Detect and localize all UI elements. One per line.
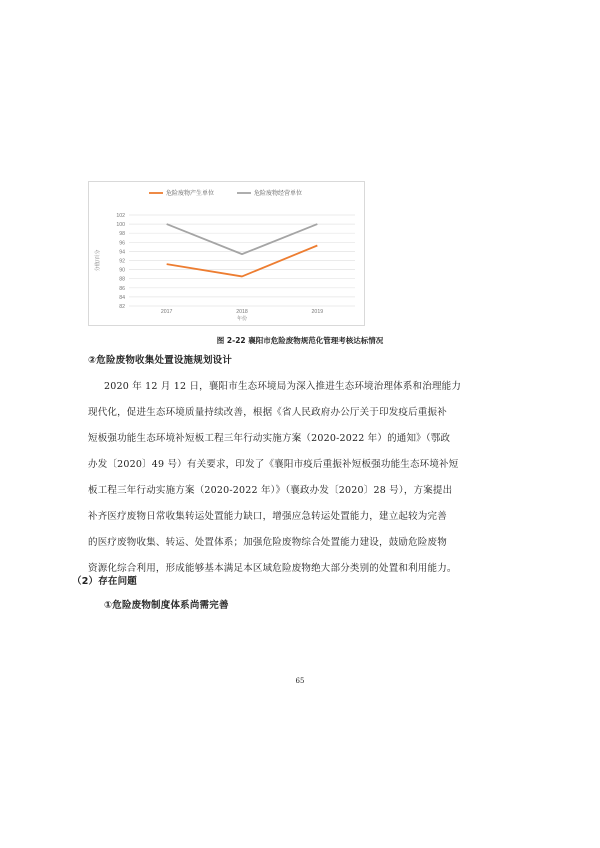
paragraph-line: 2020 年 12 月 12 日，襄阳市生态环境局为深入推进生态环境治理体系和治理能力 (104, 381, 462, 392)
y-tick-label: 84 (119, 294, 125, 301)
paragraph-line: 的医疗废物收集、转运、处置体系；加强危险废物综合处置能力建设，鼓励危险废物 (88, 537, 447, 548)
y-tick-label: 88 (119, 276, 125, 283)
paragraph-line: 办发〔2020〕49 号）有关要求，印发了《襄阳市疫后重振补短板强功能生态环境补短 (88, 459, 459, 470)
x-axis-label: 年份 (236, 316, 248, 322)
series-line (167, 224, 318, 254)
line-chart (89, 182, 364, 325)
paragraph-line: 现代化，促进生态环境质量持续改善，根据《省人民政府办公厅关于印发疫后重振补 (88, 407, 447, 418)
series-line (167, 245, 318, 276)
paragraph-line: 板工程三年行动实施方案（2020-2022 年）》（襄政办发〔2020〕28 号），方案提出 (88, 485, 453, 496)
x-tick-label: 2017 (160, 309, 173, 315)
y-tick-label: 102 (116, 213, 125, 219)
paragraph-line: 补齐医疗废物日常收集转运处置能力缺口，增强应急转运处置能力，建立起较为完善 (88, 511, 447, 522)
page-number: 65 (295, 677, 305, 685)
y-tick-label: 98 (119, 231, 125, 238)
paragraph-line: 短板强功能生态环境补短板工程三年行动实施方案（2020-2022 年）的通知》（鄂政 (88, 433, 451, 444)
figure-caption: 图 2-22 襄阳市危险废物规范化管理考核达标情况 (216, 336, 384, 345)
y-axis-label: 分值/百分 (95, 249, 101, 272)
y-tick-label: 94 (119, 249, 125, 256)
chart-container (88, 181, 365, 326)
subsection-heading: （2）存在问题 (72, 576, 138, 587)
y-tick-label: 82 (119, 304, 125, 310)
paragraph-line: 资源化综合利用，形成能够基本满足本区域危险废物绝大部分类别的处置和利用能力。 (88, 563, 457, 574)
y-tick-label: 90 (119, 267, 125, 274)
x-tick-label: 2019 (311, 309, 324, 315)
y-tick-label: 92 (119, 258, 125, 265)
y-tick-label: 96 (119, 240, 125, 247)
subsubsection-heading: ①危险废物制度体系尚需完善 (104, 600, 229, 611)
y-tick-label: 100 (116, 222, 125, 229)
legend-label: 危险废物产生单位 (166, 190, 215, 197)
x-tick-label: 2018 (236, 309, 248, 315)
y-tick-label: 86 (119, 285, 125, 292)
section-heading: ②危险废物收集处置设施规划设计 (88, 355, 233, 366)
legend-label: 危险废物经营单位 (254, 190, 303, 197)
